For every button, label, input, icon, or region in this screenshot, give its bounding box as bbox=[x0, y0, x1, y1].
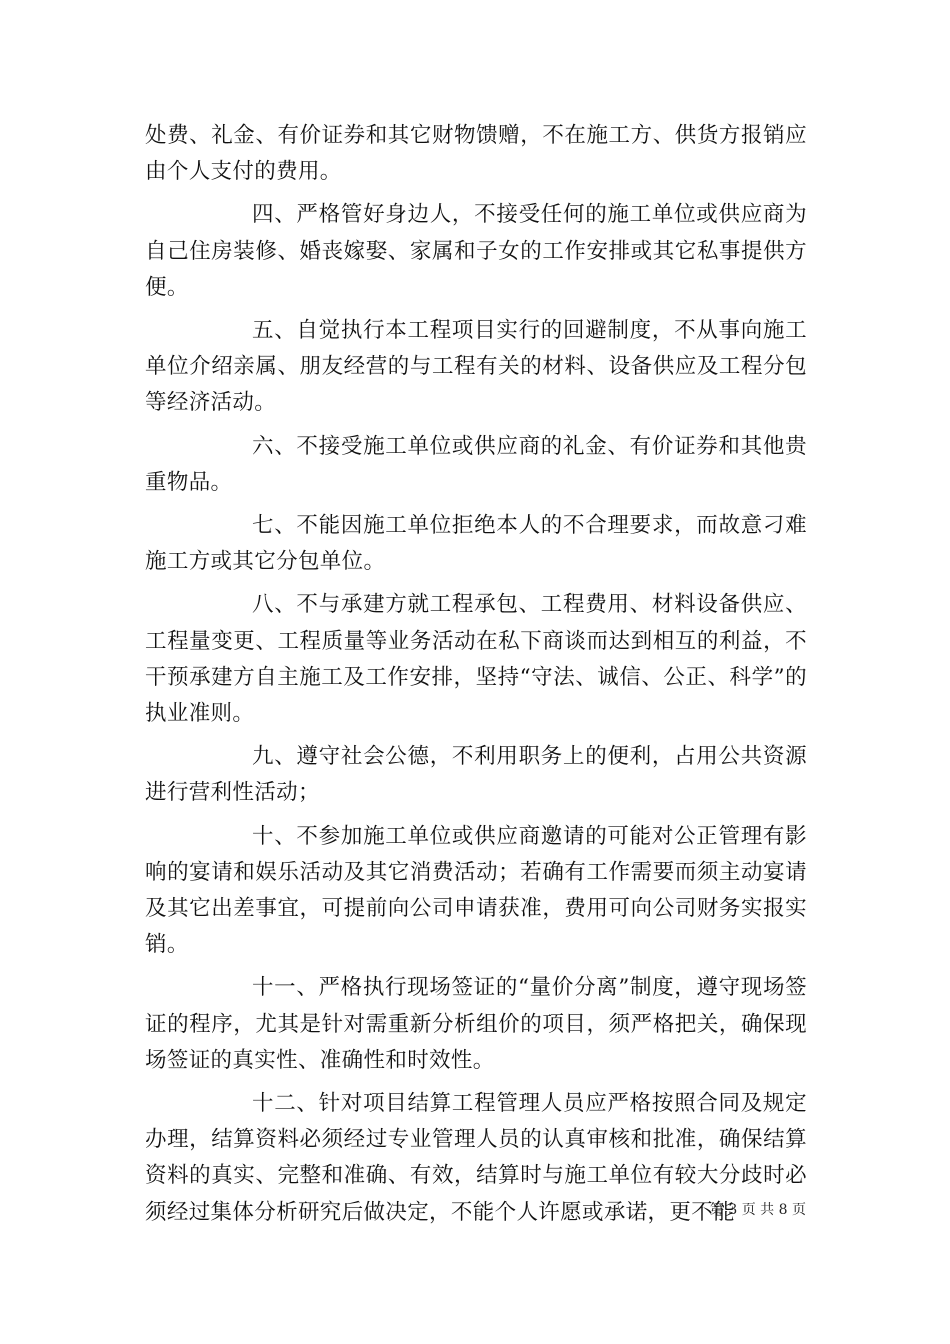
paragraph-item-6: 六、不接受施工单位或供应商的礼金、有价证券和其他贵重物品。 bbox=[145, 433, 807, 495]
paragraph-item-4: 四、严格管好身边人，不接受任何的施工单位或供应商为自己住房装修、婚丧嫁娶、家属和子女的工作安排或其它私事提供方便。 bbox=[145, 202, 807, 300]
paragraph-item-10: 十、不参加施工单位或供应商邀请的可能对公正管理有影响的宴请和娱乐活动及其它消费活动；若确有工作需要而须主动宴请及其它出差事宜，可提前向公司申请获准，费用可向公司财务实报实销。 bbox=[145, 823, 807, 958]
paragraph-item-12: 十二、针对项目结算工程管理人员应严格按照合同及规定办理，结算资料必须经过专业管理人员的认真审核和批准，确保结算资料的真实、完整和准确、有效，结算时与施工单位有较大分歧时必须经过集体分析研究后做决定，不能个人许愿或承诺，更不能 bbox=[145, 1091, 807, 1225]
paragraph-continuation: 处费、礼金、有价证券和其它财物馈赠，不在施工方、供货方报销应由个人支付的费用。 bbox=[145, 123, 807, 185]
paragraph-item-8: 八、不与承建方就工程承包、工程费用、材料设备供应、工程量变更、工程质量等业务活动在私下商谈而达到相互的利益，不干预承建方自主施工及工作安排，坚持“守法、诚信、公正、科学”的执业准则。 bbox=[145, 592, 807, 727]
page-number-footer: 第 3 页 共 8 页 bbox=[709, 1202, 806, 1218]
paragraph-item-7: 七、不能因施工单位拒绝本人的不合理要求，而故意刁难施工方或其它分包单位。 bbox=[145, 513, 807, 575]
paragraph-item-11: 十一、严格执行现场签证的“量价分离”制度，遵守现场签证的程序，尤其是针对需重新分析组价的项目，须严格把关，确保现场签证的真实性、准确性和时效性。 bbox=[145, 975, 807, 1073]
paragraph-item-9: 九、遵守社会公德，不利用职务上的便利，占用公共资源进行营利性活动； bbox=[145, 744, 807, 806]
paragraph-item-5: 五、自觉执行本工程项目实行的回避制度，不从事向施工单位介绍亲属、朋友经营的与工程有关的材料、设备供应及工程分包等经济活动。 bbox=[145, 318, 807, 416]
body-text bbox=[145, 118, 807, 1231]
